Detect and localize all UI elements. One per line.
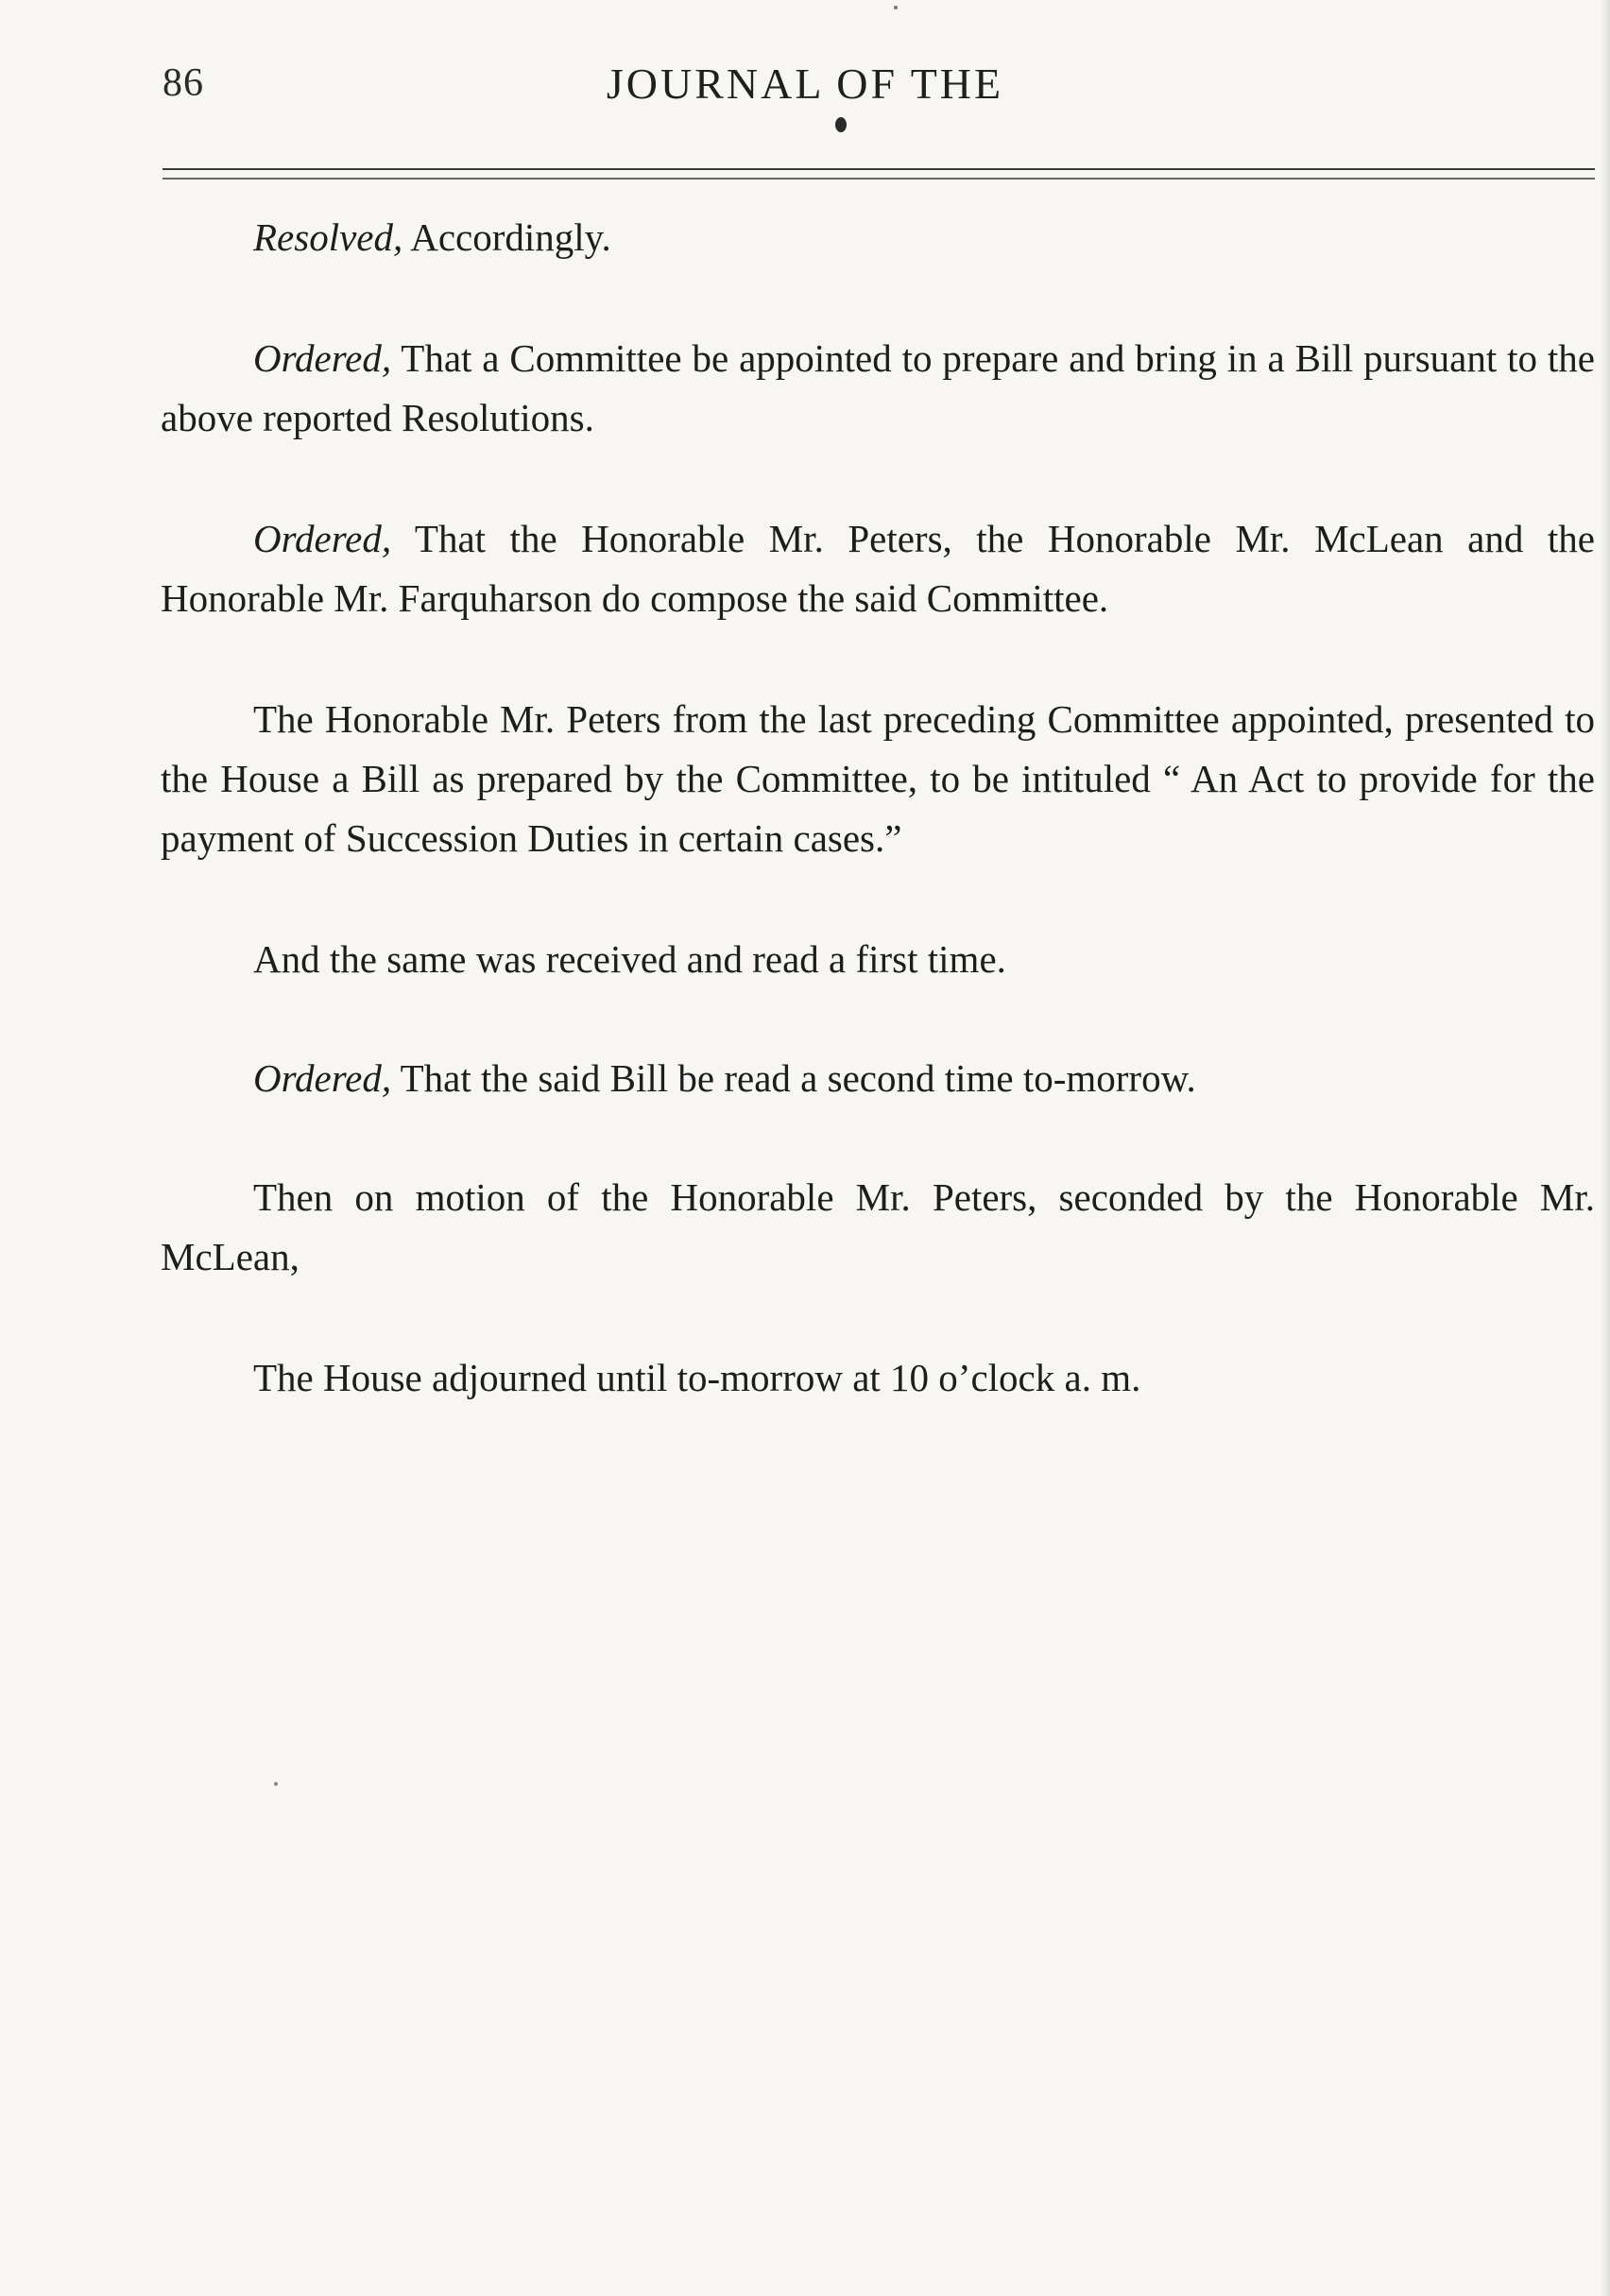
paragraph-lead: Ordered, bbox=[253, 517, 392, 560]
paragraph-second-reading bbox=[161, 1049, 1595, 1108]
paragraph-first-reading bbox=[161, 930, 1595, 989]
paragraph-lead: Ordered, bbox=[253, 336, 392, 380]
paragraph-text: That a Committee be appointed to prepare and bring in a Bill pursuant to the above reported Resolutions. bbox=[161, 336, 1595, 439]
running-title: JOURNAL OF THE bbox=[606, 60, 1004, 108]
header-rule bbox=[163, 168, 1595, 170]
page-edge-shadow bbox=[1601, 0, 1610, 2296]
paragraph-ordered-committee bbox=[161, 329, 1595, 448]
paragraph-ordered-members bbox=[161, 509, 1595, 628]
journal-body bbox=[161, 208, 1595, 1469]
paragraph-text: The House adjourned until to-morrow at 10 o’clock a. m. bbox=[253, 1356, 1141, 1399]
paragraph-lead: Ordered, bbox=[253, 1056, 392, 1100]
paragraph-text: That the Honorable Mr. Peters, the Honorable Mr. McLean and the Honorable Mr. Farquharson do compose the said Committee. bbox=[161, 517, 1595, 620]
header-rule-secondary bbox=[163, 178, 1595, 180]
paragraph-text: And the same was received and read a first time. bbox=[253, 937, 1006, 981]
paragraph-motion bbox=[161, 1168, 1595, 1287]
paragraph-bill-presented bbox=[161, 690, 1595, 868]
paragraph-text: Then on motion of the Honorable Mr. Peters, seconded by the Honorable Mr. McLean, bbox=[161, 1175, 1595, 1278]
paragraph-text: The Honorable Mr. Peters from the last preceding Committee appointed, presented to the House a Bill as prepared by the Committee, to be intituled “ An Act to provide for the payment of Succession Duties in certain cases.” bbox=[161, 697, 1595, 860]
paragraph-adjourned bbox=[161, 1348, 1595, 1408]
paragraph-text: That the said Bill be read a second time to-morrow. bbox=[391, 1056, 1196, 1100]
page-number: 86 bbox=[163, 61, 204, 105]
paragraph-resolved bbox=[161, 208, 1595, 267]
paragraph-text: Accordingly. bbox=[402, 215, 611, 259]
paragraph-lead: Resolved, bbox=[253, 215, 403, 259]
